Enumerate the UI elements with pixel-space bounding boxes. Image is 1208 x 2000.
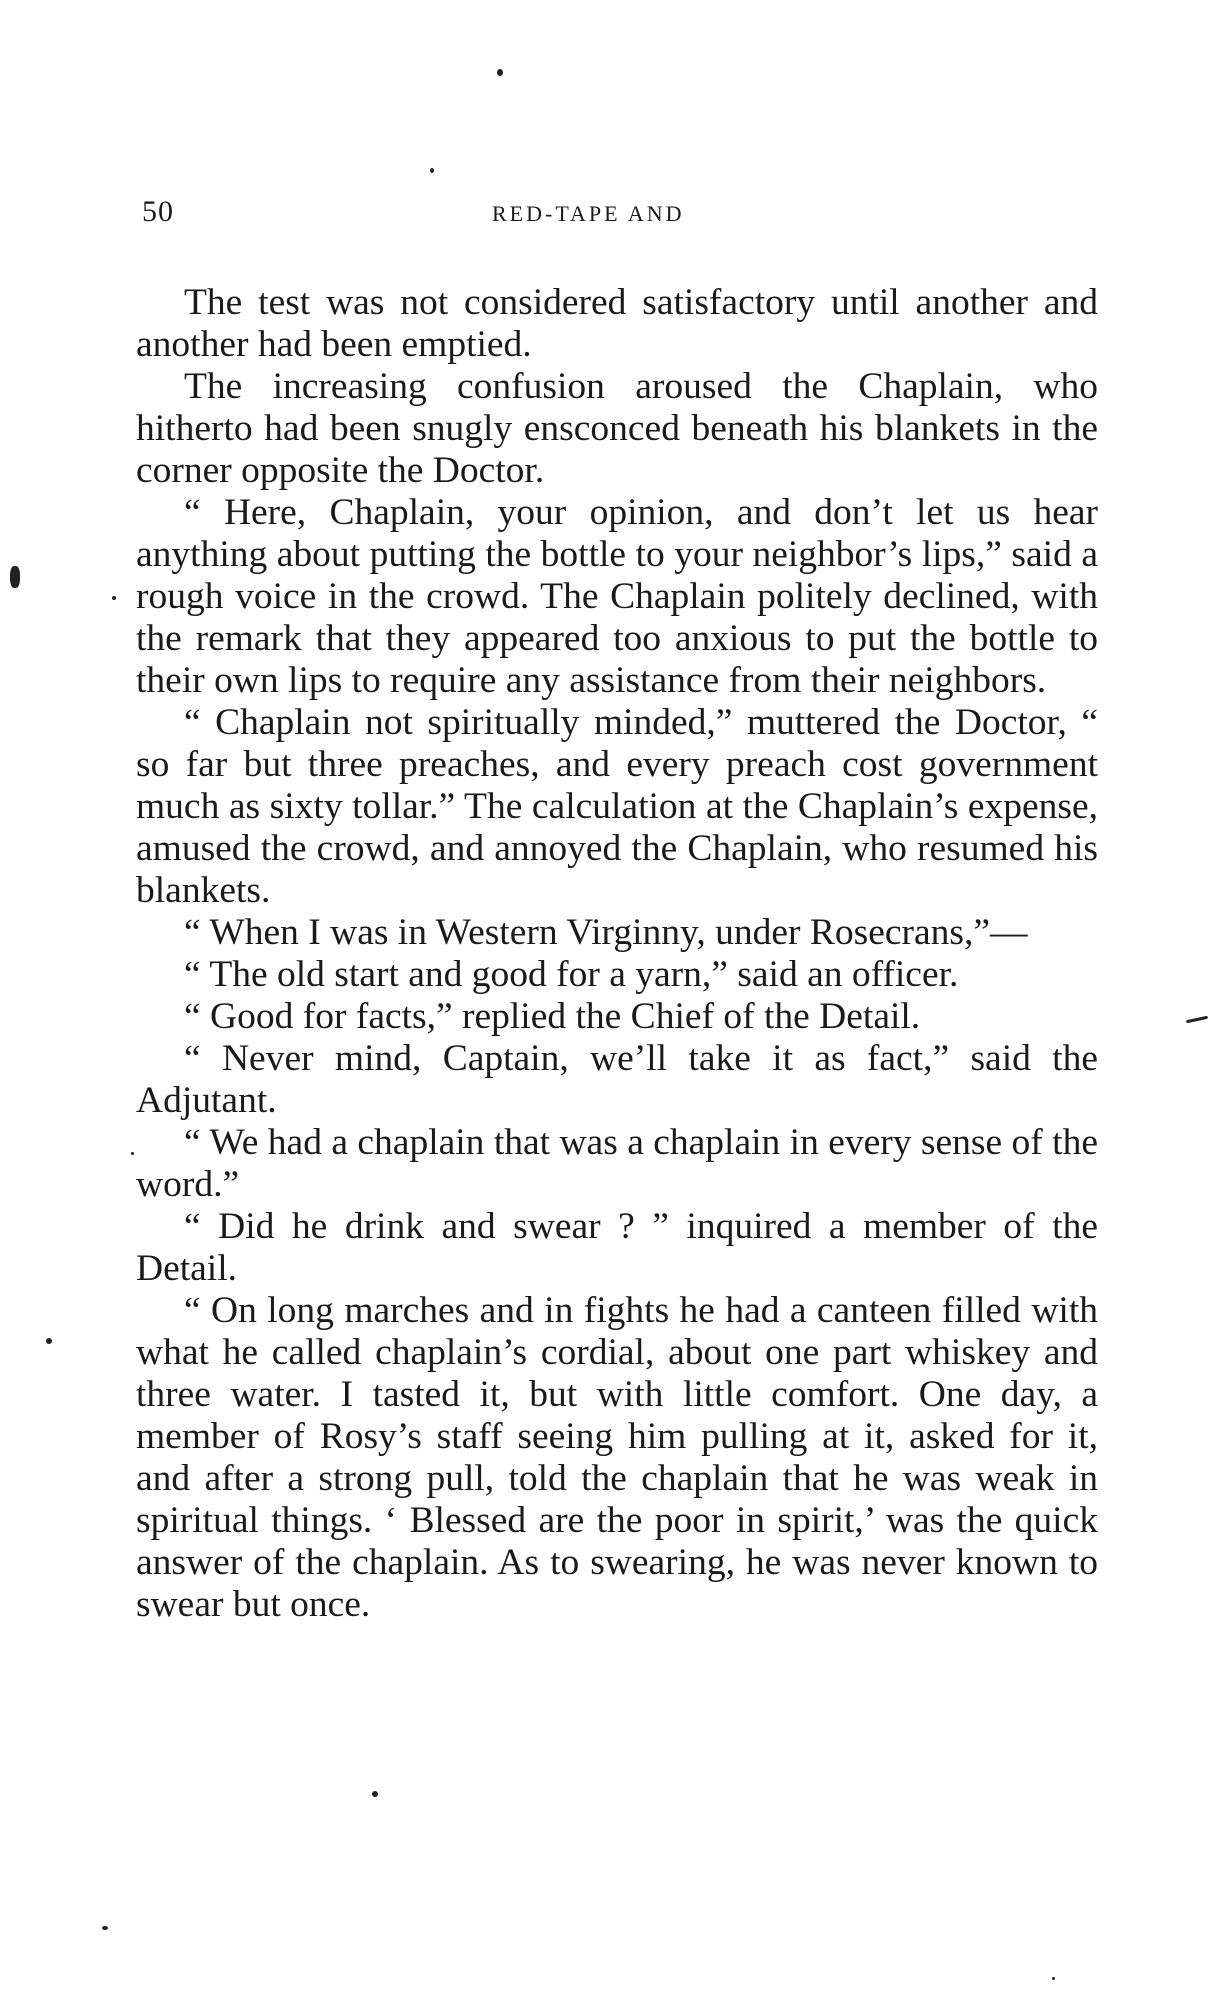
page-header — [142, 195, 1097, 235]
paragraph: “ Never mind, Captain, we’ll take it as fact,” said the Adjutant. — [136, 1038, 1098, 1121]
scan-speck — [1052, 1977, 1055, 1980]
page-number: 50 — [142, 195, 174, 228]
paragraph: “ On long marches and in fights he had a canteen filled with what he called chaplain’s cordial, about one part whiskey and three water. I tasted it, but with little comfort. One day, a member of Rosy’s staff seeing him pulling at it, asked for it, and after a strong pull, told the chaplain that he was weak in spiritual things. ‘ Blessed are the poor in spirit,’ was the quick answer of the chaplain. As to swearing, he was never known to swear but once. — [136, 1290, 1098, 1625]
running-head: RED-TAPE AND — [492, 201, 685, 226]
scan-speck — [102, 1926, 108, 1930]
paragraph: “ Chaplain not spiritually minded,” muttered the Doctor, “ so far but three preaches, and every preach cost government much as sixty tollar.” The calculation at the Chaplain’s expense, amused the crowd, and annoyed the Chaplain, who resumed his blankets. — [136, 702, 1098, 911]
scan-speck — [372, 1791, 378, 1797]
paragraph: The increasing confusion aroused the Chaplain, who hitherto had been snugly ensconced beneath his blankets in the corner opposite the Doctor. — [136, 366, 1098, 491]
scan-speck — [131, 1152, 134, 1155]
scan-speck — [112, 596, 116, 600]
paragraph: “ We had a chaplain that was a chaplain in every sense of the word.” — [136, 1122, 1098, 1205]
paragraph: “ The old start and good for a yarn,” said an officer. — [184, 954, 959, 995]
body-text — [136, 282, 1098, 1626]
scan-speck — [1186, 1016, 1208, 1024]
paragraph: “ Good for facts,” replied the Chief of the Detail. — [184, 996, 921, 1037]
scan-speck — [430, 168, 434, 173]
scan-speck — [10, 566, 20, 588]
scan-speck — [46, 1338, 52, 1344]
paragraph: “ When I was in Western Virginny, under Rosecrans,”— — [184, 912, 1028, 953]
paragraph: “ Did he drink and swear ? ” inquired a member of the Detail. — [136, 1206, 1098, 1289]
paragraph: “ Here, Chaplain, your opinion, and don’t let us hear anything about putting the bottle to your neighbor’s lips,” said a rough voice in the crowd. The Chaplain politely declined, with the remark that they appeared too anxious to put the bottle to their own lips to require any assistance from their neighbors. — [136, 492, 1098, 701]
paragraph: The test was not considered satisfactory until another and another had been emptied. — [136, 282, 1098, 365]
scan-speck — [497, 69, 503, 76]
